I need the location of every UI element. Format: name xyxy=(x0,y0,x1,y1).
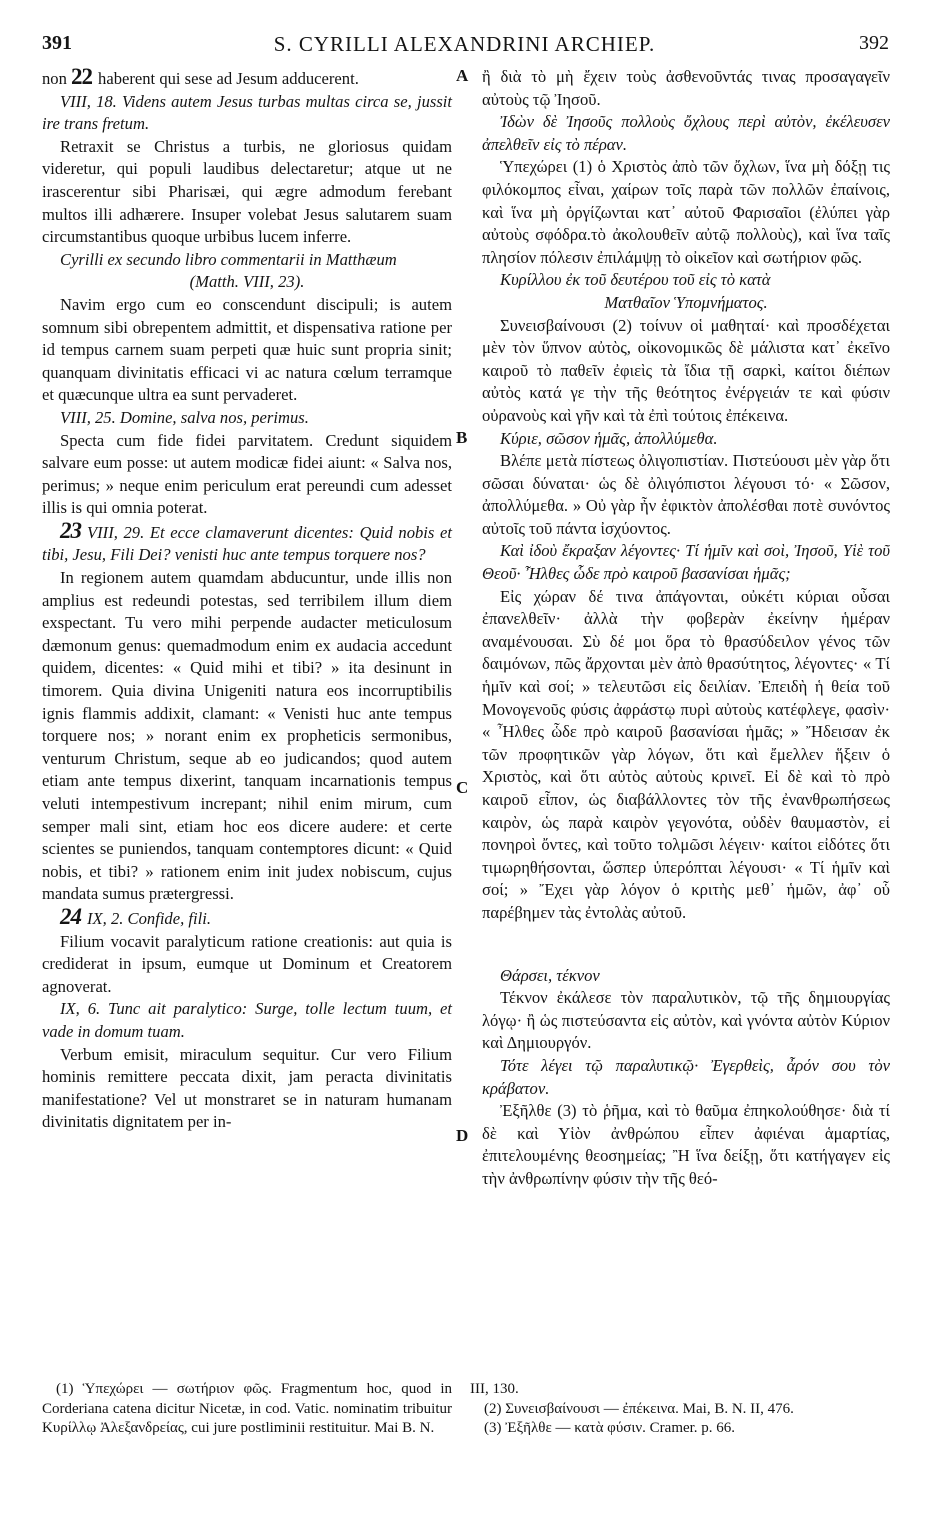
footnote-2: (2) Συνεισβαίνουσι — ἐπέκεινα. Mai, B. N. II, 476. xyxy=(484,1400,794,1417)
page-number-left: 391 xyxy=(42,32,72,54)
section-number: 24 xyxy=(60,903,81,929)
greek-heading-4: Ματθαῖον Ὑπομνήματος. xyxy=(604,292,768,312)
latin-heading-6: VIII, 25. Domine, salva nos, perimus. xyxy=(60,407,309,427)
greek-heading-8: Καὶ ἰδοὺ ἔκραξαν λέγοντες· Τί ἡμῖν καὶ σοὶ, Ἰησοῦ, Υἱὲ τοῦ Θεοῦ· Ἦλθες ὧδε πρὸ καιροῦ βασανίσαι ἡμᾶς; xyxy=(482,541,890,584)
footnote-3: (3) Ἐξῆλθε — κατὰ φύσιν. Cramer. p. 66. xyxy=(484,1420,736,1436)
latin-para-7: Specta cum fide fidei parvitatem. Credunt siquidem salvare eum posse: ut autem modicæ fidei aiunt: « Salva nos, perimus; » neque enim periculum erat pereundi cum adesset illis is qui omnia poterat. xyxy=(42,430,452,518)
latin-heading-10: 24 IX, 2. Confide, fili. xyxy=(60,903,211,929)
latin-para-9: In regionem autem quamdam abducuntur, unde illis non amplius est redeundi potestas, sed terribilem illum diem exspectant. Tu vero mihi perpende audacter meticulosum dæmonum genus: quemadmodum enim ex audacia accedunt quidem, dicentes: « Quid mihi et tibi? » ita desinunt in timorem. Quia divina Unigeniti natura eos incorruptibilis ignis flammis addixit, clamant: « Venisti huc ante tempus torquere nos; » norant enim ex propheticis sermonibus, venturum Christum, seque ab eo judicandos; quod autem etiam ante tempus dixerint, tanquam incarnationis tempus veluti intempestivum increpant; nihil enim mirum, cum semper mali sint, etiam hoc eos dicere audere: et certe scientes se puniendos, tanquam contemptores dicunt: « Quid nobis, et tibi? » rationem enim init judex nobiscum, cujus mandata sumus prætergressi. xyxy=(42,568,452,904)
footnote-1: (1) Ὑπεχώρει — σωτήριον φῶς. Fragmentum hoc, quod in Corderiana catena dicitur Nicetæ, in cod. Vatic. nominatim tribuitur Κυρίλλῳ Ἀλεξανδρείας, cui jure postliminii restituitur. Mai B. N. xyxy=(42,1381,452,1436)
greek-heading-1: Ἰδὼν δὲ Ἰησοῦς πολλοὺς ὄχλους περὶ αὐτὸν, ἐκέλευσεν ἀπελθεῖν εἰς τὸ πέραν. xyxy=(482,112,890,154)
greek-heading-6: Κύριε, σῶσον ἡμᾶς, ἀπολλύμεθα. xyxy=(500,428,718,448)
section-number: 23 xyxy=(60,517,81,543)
column-gap xyxy=(482,925,890,965)
footnotes-right xyxy=(470,1380,890,1439)
greek-para-11: Τέκνον ἐκάλεσε τὸν παραλυτικὸν, τῷ τῆς δημιουργίας λόγῳ· ἢ ὡς πιστεύσαντα εἰς αὐτὸν, καὶ γνόντα αὐτὸν Κύριον καὶ Δημιουργόν. xyxy=(482,988,890,1053)
footnotes-left xyxy=(42,1380,452,1439)
latin-para-2: Retraxit se Christus a turbis, ne gloriosus quidam videretur, qui populi laudibus delectaretur; atque ut ne irascerentur sibi Pharisæi, qui ægre admodum ferebant multos illi adhærere. Insuper volebat Jesus salutarem suam circumstantibus quoque urbibus lucem inferre. xyxy=(42,136,452,247)
margin-letter-b: B xyxy=(456,428,468,447)
running-title: S. CYRILLI ALEXANDRINI ARCHIEP. xyxy=(273,32,656,56)
greek-para-5: Συνεισβαίνουσι (2) τοίνυν οἱ μαθηταί· καὶ προσδέχεται μὲν τὸν ὕπνον αὐτὸς, οἰκονομικῶς δὲ μάλιστα κατ᾽ ἐκεῖνο καιροῦ τὸ παθεῖν ἐφιεὶς τὰ ἴδια τῇ σαρκὶ, καίτοι διέπων αὐτὸς κατά γε τὴν τῆς θεότητος ἐνέργειάν τε καὶ φύσιν οὐρανοὺς καὶ γῆν καὶ τὰ ἐπὶ τούτοις ἐπέκεινα. xyxy=(482,315,890,425)
page-header xyxy=(0,30,929,64)
greek-para-0: ἢ διὰ τὸ μὴ ἔχειν τοὺς ἀσθενοῦντάς τινας προσαγαγεῖν αὐτοὺς τῷ Ἰησοῦ. xyxy=(482,67,890,109)
greek-para-2: Ὑπεχώρει (1) ὁ Χριστὸς ἀπὸ τῶν ὄχλων, ἵνα μὴ δόξῃ τις φιλόκομπος εἶναι, χαίρων τοῖς παρὰ τῶν πολλῶν ἐπαίνοις, καὶ ἵνα μὴ ὀργίζωνται κατ᾽ αὐτοῦ Φαρισαῖοι (ἐλύπει γὰρ αὐτοὺς σφόδρα.τὸ ἀκολουθεῖν αὐτῷ πολλοὺς), καὶ ἵνα ταῖς πλησίον πόλεσιν ἐπιλάμψῃ τὸ οἰκεῖον καὶ σωτήριον φῶς. xyxy=(482,157,890,267)
latin-heading-3: Cyrilli ex secundo libro commentarii in Matthæum xyxy=(60,249,397,269)
greek-heading-10: Θάρσει, τέκνον xyxy=(500,965,600,985)
latin-heading-4: (Matth. VIII, 23). xyxy=(189,272,305,292)
greek-para-7: Βλέπε μετὰ πίστεως ὀλιγοπιστίαν. Πιστεύουσι μὲν γὰρ ὅτι σῶσαι δύναται· ὡς δὲ ὀλιγόπιστοι λέγουσι τό· « Σῶσον, ἀπολλύμεθα. » Οὐ γὰρ ἦν ἐφικτὸν ἀπολέσθαι ποτὲ συνόντος αὐτοῖς τοῦ πάντα ἰσχύοντος. xyxy=(482,451,890,538)
latin-heading-1: VIII, 18. Videns autem Jesus turbas multas circa se, jussit ire trans fretum. xyxy=(42,91,452,134)
latin-para-0: non 22 haberent qui sese ad Jesum adducerent. xyxy=(42,64,359,89)
greek-heading-3: Κυρίλλου ἐκ τοῦ δευτέρου τοῦ εἰς τὸ κατὰ xyxy=(500,270,771,290)
latin-para-5: Navim ergo cum eo conscendunt discipuli; is autem somnum sibi obrepentem admittit, et dispensativa ratione per id tempus carnem suam perpeti quæ huic sunt propria sinit; quanquam divinitatis efficaci vi ac natura cœlum terramque et quæcunque ultra ea sunt pervaderet. xyxy=(42,294,452,405)
footnote-1-continued: III, 130. xyxy=(470,1381,519,1397)
latin-heading-8: 23 VIII, 29. Et ecce clamaverunt dicentes: Quid nobis et tibi, Jesu, Fili Dei? venisti huc ante tempus torquere nos? xyxy=(42,517,452,565)
greek-heading-12: Τότε λέγει τῷ παραλυτικῷ· Ἐγερθεὶς, ἆρόν σου τὸν κράβατον. xyxy=(482,1055,890,1098)
greek-para-9: Εἰς χώραν δέ τινα ἀπάγονται, οὐκέτι κύριαι οὖσαι ἐπανελθεῖν· ἀλλὰ τὴν φοβερὰν ἐκείνην ἡμέραν αναμένουσαι. Σὺ δέ μοι ὅρα τὸ θρασύδειλον γένος τῶν δαιμόνων, πῶς ἄρχονται μὲν ἀπὸ θρασύτητος, λέγοντες· « Τί ἡμῖν καὶ σοί; » τελευτῶσι εἰς δειλίαν. Ἐπειδὴ ἡ θεία τοῦ Μονογενοῦς φύσις ἀφράστῳ πυρὶ αὐτοὺς κατέφλεγε, φασὶν· « Ἦλθες ὧδε πρὸ καιροῦ βασανίσαι ἡμᾶς; » Ἤδεισαν ἐκ τῶν προφητικῶν γὰρ λόγων, ὅτι καὶ ἔμελλεν ἥξειν ὁ Χριστὸς, καὶ ὅτι αὐτὸς αὐτοὺς κρινεῖ. Εἰ δὲ καὶ τὸ πρὸ καιροῦ εἶπον, ὡς διαβάλλοντες τὸν τῆς ἐνανθρωπήσεως καιρὸν, ὡς παρὰ καιρὸν γεγονότα, οὐδὲν θαυμαστὸν, εἰ πονηροὶ ὄντες, καὶ τοῦτο τολμῶσι λέγειν· καίτοι εἰδότες ὅτι τιμωρηθήσονται, ὥσπερ ὑπερόπται λέγουσι· « Τί ἡμῖν καὶ σοί; » Ἔχει γὰρ λόγον ὁ κριτὴς μεθ᾽ ἡμῶν, ἀφ᾽ οὗ παρέβημεν τὰς ἐντολὰς αὐτοῦ. xyxy=(482,586,890,922)
page-number-right: 392 xyxy=(859,32,889,54)
margin-letter-a: A xyxy=(456,66,469,85)
section-number: 22 xyxy=(71,64,93,89)
margin-letter-d: D xyxy=(456,1126,469,1145)
greek-column xyxy=(482,66,890,1191)
greek-para-13: Ἐξῆλθε (3) τὸ ῥῆμα, καὶ τὸ θαῦμα ἐπηκολούθησε· διὰ τί δὲ καὶ Υἱὸν ἀνθρώπου εἶπεν ἀφιέναι ἁμαρτίας, ἐπιτελουμένης θεοσημείας; Ἢ ἵνα δείξῃ, ὅτι κατήγαγεν εἰς τὴν ἀνθρωπίνην φύσιν τὴν τῆς θεό- xyxy=(482,1101,890,1188)
latin-para-13: Verbum emisit, miraculum sequitur. Cur vero Filium hominis remittere peccata dixit, jam peracta divinitatis manifestatione? Vel ut monstraret se in naturam humanam divinitatis dignitatem per in- xyxy=(42,1044,452,1132)
margin-letter-c: C xyxy=(456,778,469,797)
latin-column xyxy=(42,66,452,1134)
latin-para-11: Filium vocavit paralyticum ratione creationis: aut quia is crediderat in ipsum, eumque ut Dominum et Creatorem agnoverat. xyxy=(42,931,452,996)
latin-heading-12: IX, 6. Tunc ait paralytico: Surge, tolle lectum tuum, et vade in domum tuam. xyxy=(42,999,452,1041)
